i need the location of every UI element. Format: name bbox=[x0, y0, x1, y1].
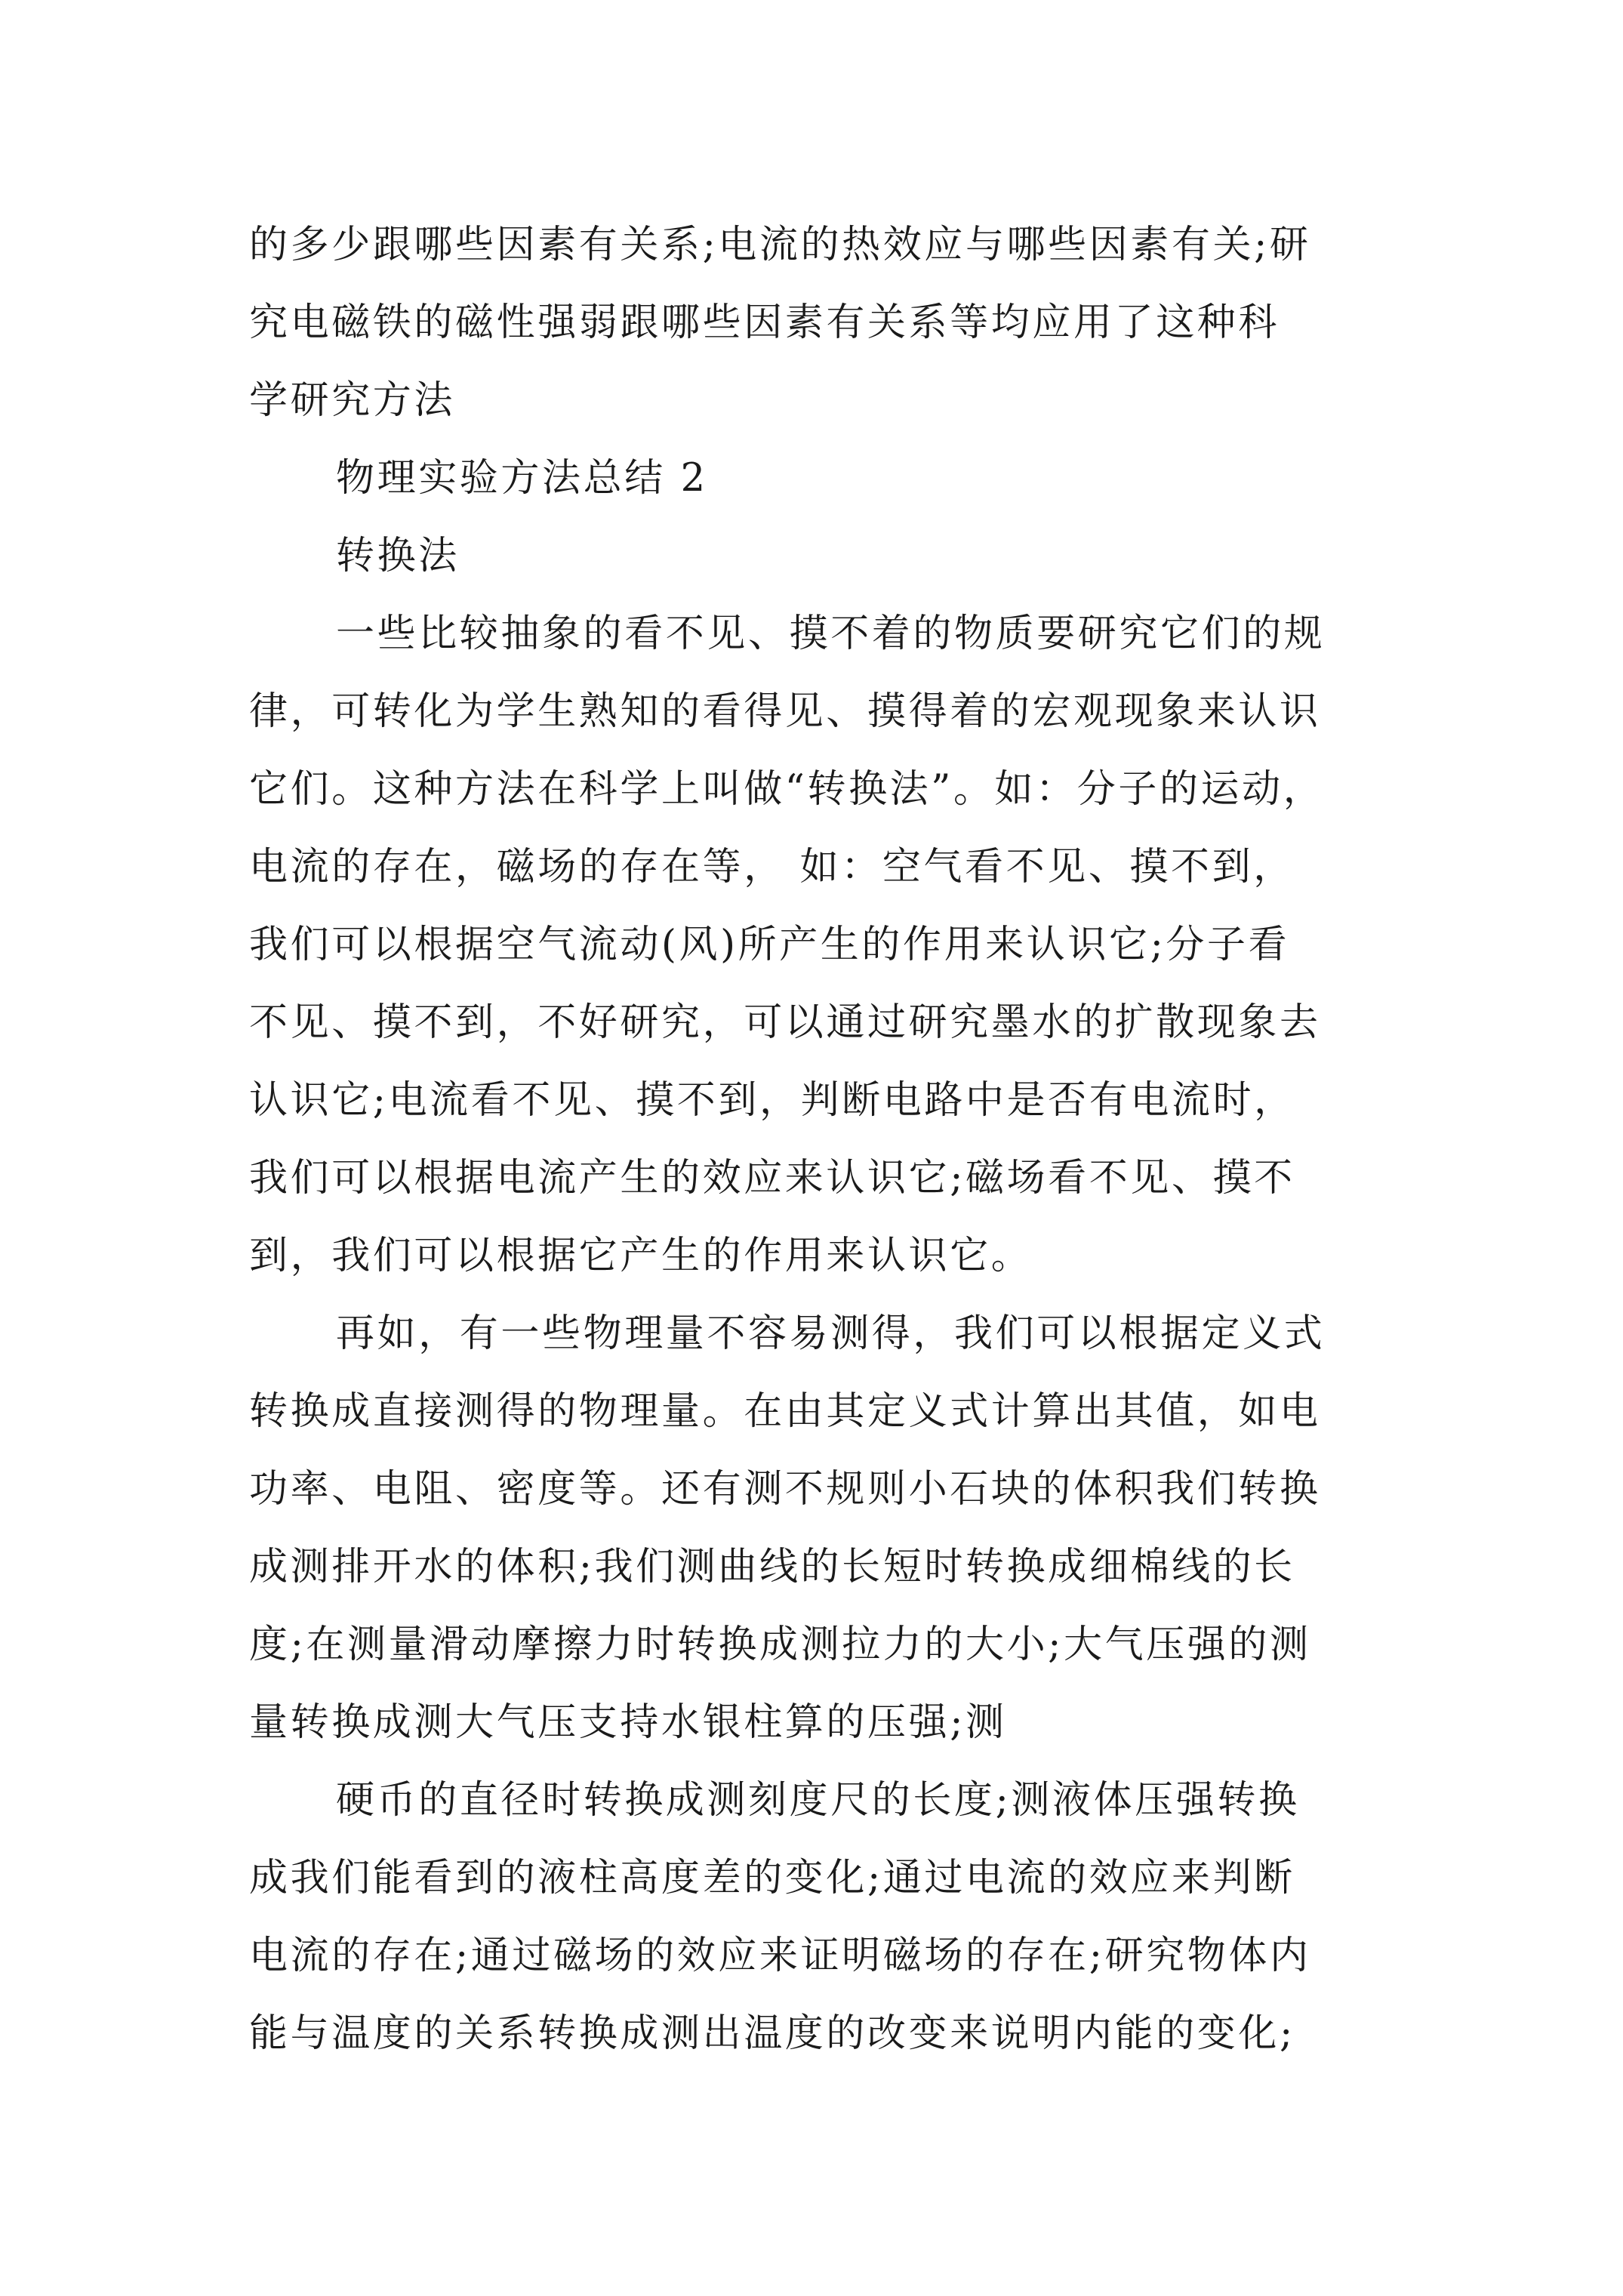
text-line-15: 再如，有一些物理量不容易测得，我们可以根据定义式 bbox=[336, 1311, 1326, 1356]
text-line-19: 度;在测量滑动摩擦力时转换成测拉力的大小;大气压强的测 bbox=[249, 1623, 1311, 1667]
text-line-9: 电流的存在，磁场的存在等， 如：空气看不见、摸不到， bbox=[249, 845, 1295, 889]
section-heading: 物理实验方法总结 2 bbox=[336, 456, 708, 501]
text-line-23: 电流的存在;通过磁场的效应来证明磁场的存在;研究物体内 bbox=[249, 1934, 1311, 1978]
text-line-8: 它们。这种方法在科学上叫做“转换法”。如：分子的运动， bbox=[249, 767, 1325, 812]
text-line-11: 不见、摸不到，不好研究，可以通过研究墨水的扩散现象去 bbox=[249, 1000, 1321, 1045]
text-line-21: 硬币的直径时转换成测刻度尺的长度;测液体压强转换 bbox=[336, 1778, 1300, 1823]
text-line-24: 能与温度的关系转换成测出温度的改变来说明内能的变化; bbox=[249, 2011, 1295, 2056]
text-line-16: 转换成直接测得的物理量。在由其定义式计算出其值，如电 bbox=[249, 1389, 1321, 1434]
text-line-3: 学研究方法 bbox=[249, 378, 456, 423]
text-line-18: 成测排开水的体积;我们测曲线的长短时转换成细棉线的长 bbox=[249, 1545, 1295, 1589]
text-line-2: 究电磁铁的磁性强弱跟哪些因素有关系等均应用了这种科 bbox=[249, 300, 1280, 345]
text-line-13: 我们可以根据电流产生的效应来认识它;磁场看不见、摸不 bbox=[249, 1156, 1295, 1200]
text-line-14: 到，我们可以根据它产生的作用来认识它。 bbox=[249, 1234, 1033, 1278]
subheading-conversion-method: 转换法 bbox=[336, 534, 460, 578]
text-line-20: 量转换成测大气压支持水银柱算的压强;测 bbox=[249, 1700, 1007, 1745]
text-line-7: 律，可转化为学生熟知的看得见、摸得着的宏观现象来认识 bbox=[249, 689, 1321, 734]
text-line-17: 功率、电阻、密度等。还有测不规则小石块的体积我们转换 bbox=[249, 1467, 1321, 1512]
text-line-12: 认识它;电流看不见、摸不到，判断电路中是否有电流时， bbox=[249, 1078, 1295, 1123]
text-line-1: 的多少跟哪些因素有关系;电流的热效应与哪些因素有关;研 bbox=[249, 223, 1311, 267]
text-line-10: 我们可以根据空气流动(风)所产生的作用来认识它;分子看 bbox=[249, 923, 1290, 967]
text-line-22: 成我们能看到的液柱高度差的变化;通过电流的效应来判断 bbox=[249, 1856, 1295, 1900]
text-line-6: 一些比较抽象的看不见、摸不着的物质要研究它们的规 bbox=[336, 612, 1326, 656]
